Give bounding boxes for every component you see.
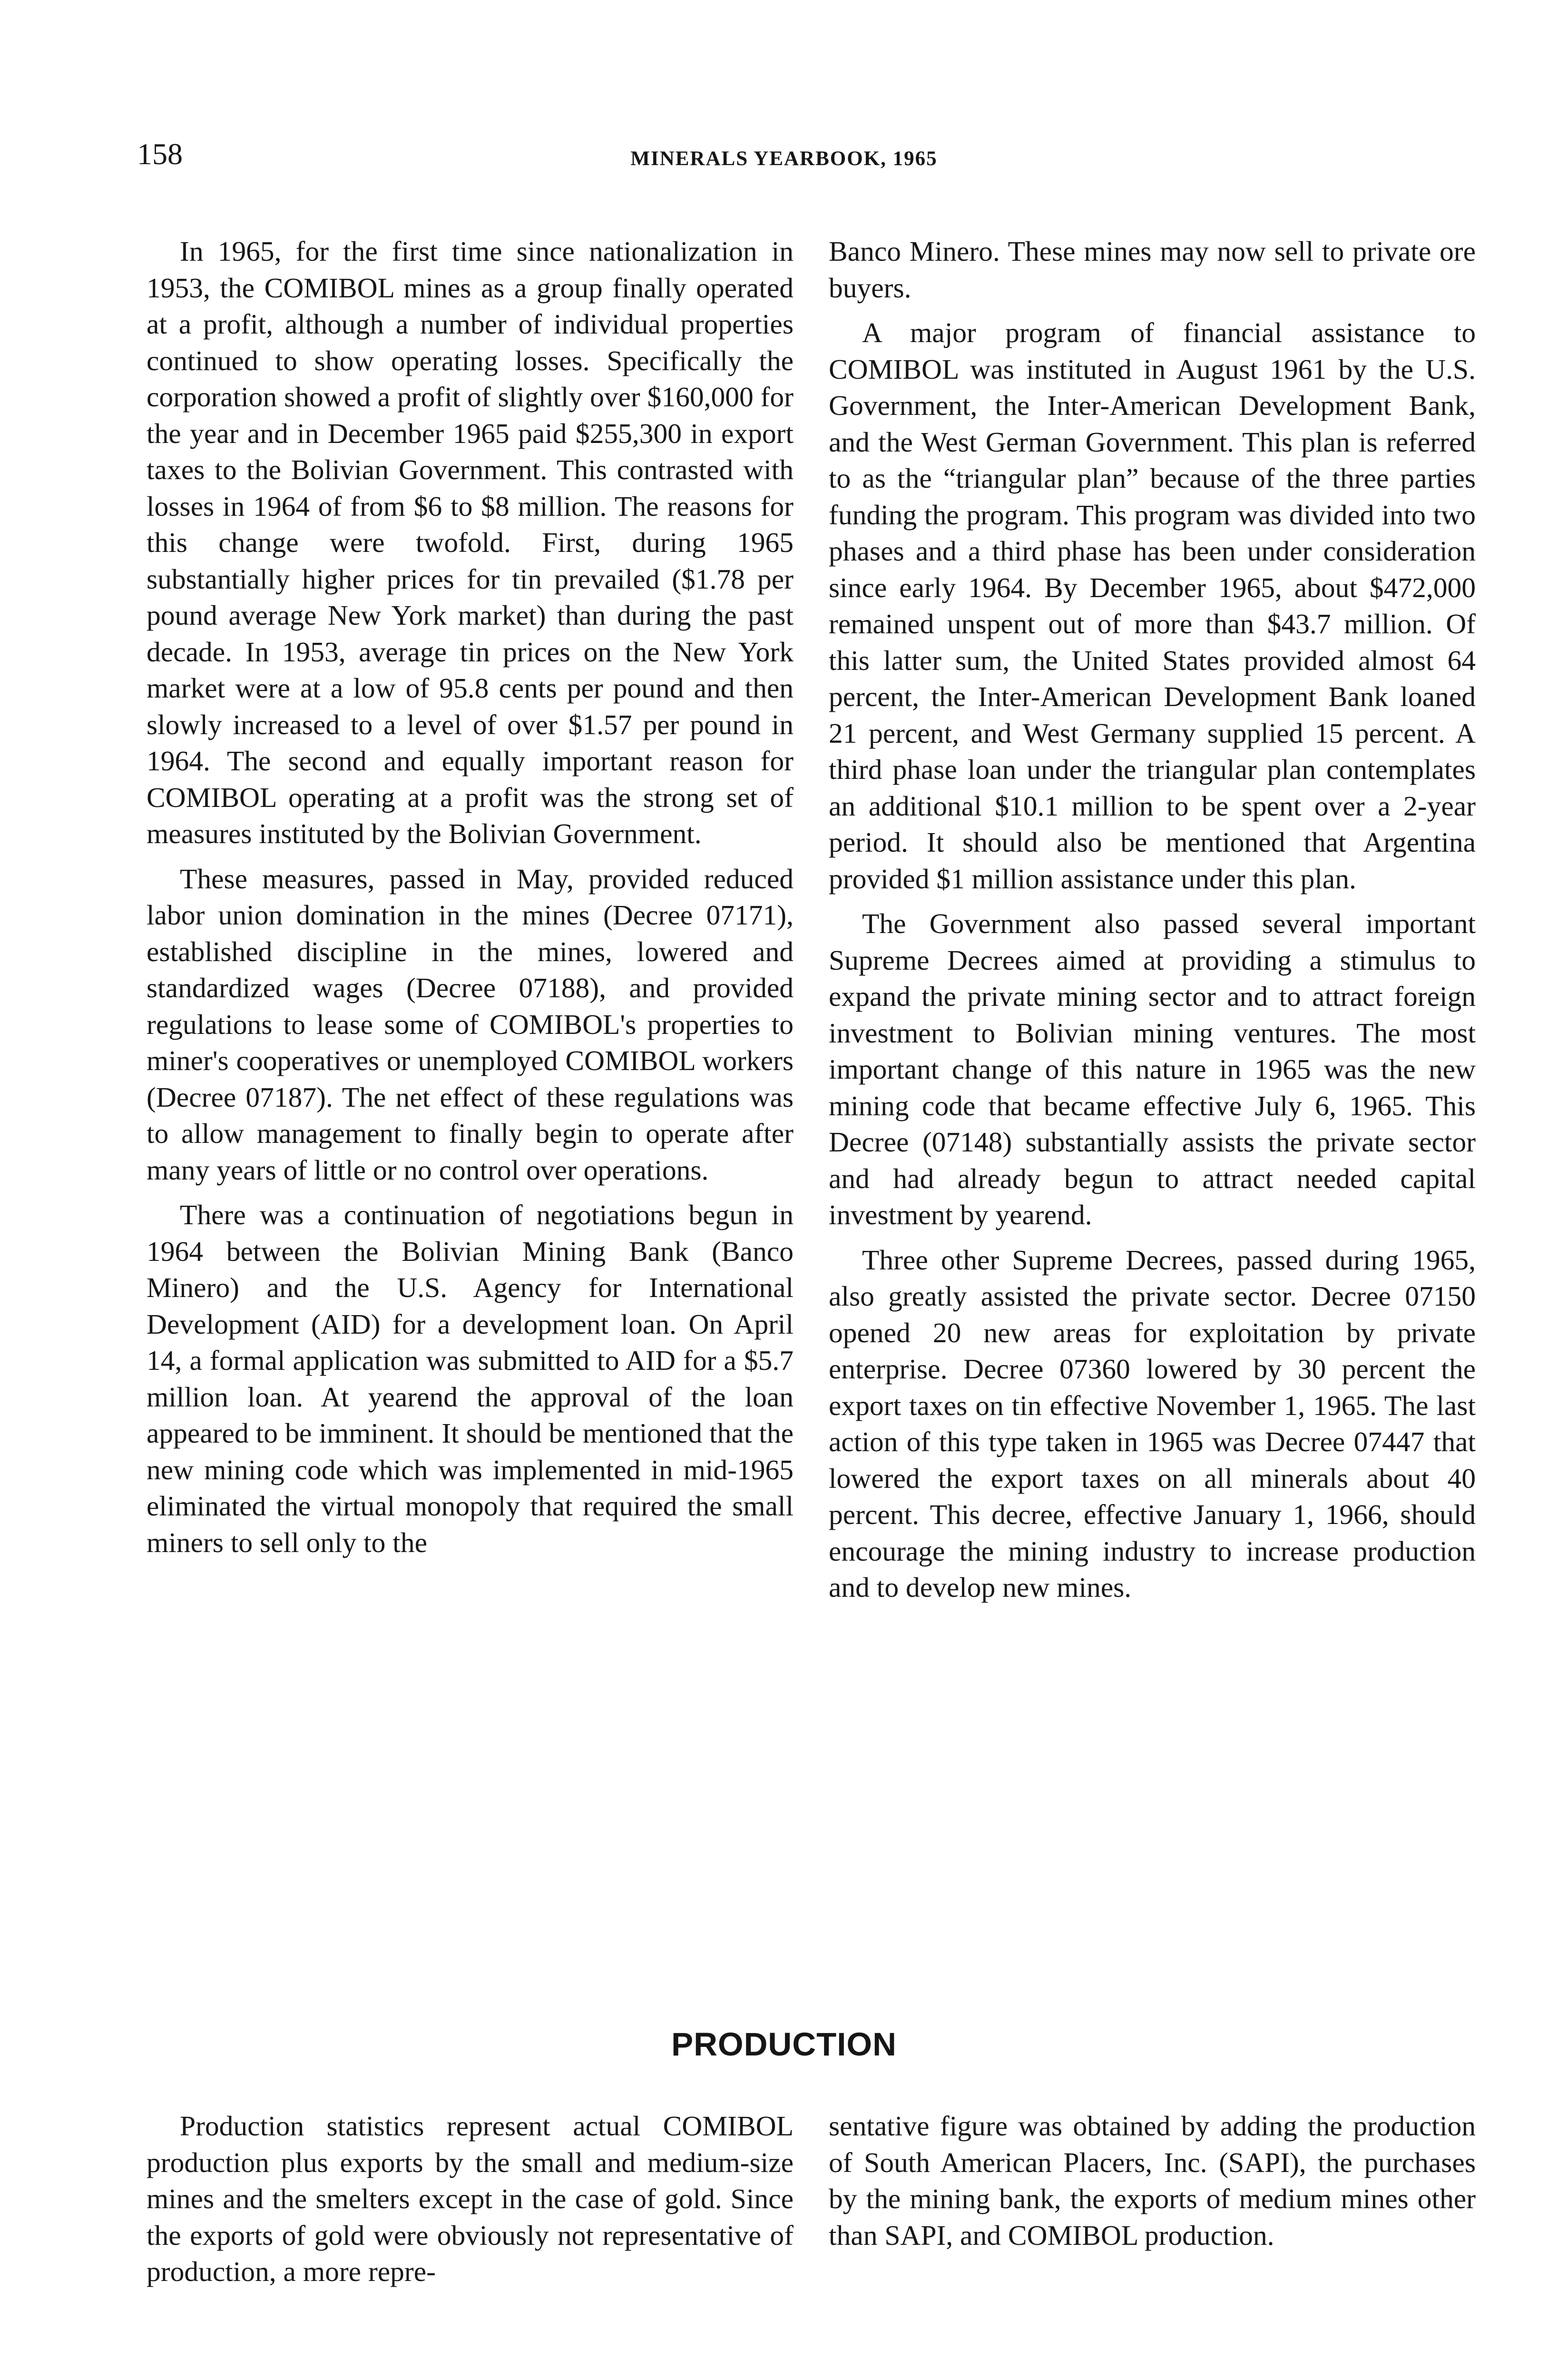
paragraph-comibol-profit: In 1965, for the first time since nationalization in 1953, the COMIBOL mines as a group finally operated at a profit, although a number of individual properties continued to show operating losses. Specifically the corporation showed a profit of slightly over $160,000 for the year and in December 1965 paid $255,300 in export taxes to the Bolivian Government. This contrasted with losses in 1964 of from $6 to $8 million. The reasons for this change were twofold. First, during 1965 substantially higher prices for tin prevailed ($1.78 per pound average New York market) than during the past decade. In 1953, average tin prices on the New York market were at a low of 95.8 cents per pound and then slowly increased to a level of over $1.57 per pound in 1964. The second and equally important reason for COMIBOL operating at a profit was the strong set of measures instituted by the Bolivian Government. bbox=[147, 236, 794, 849]
paragraph-production-continued: sentative figure was obtained by adding the production of South American Placers, Inc. (SAPI), the purchases by the mining bank, the exports of medium mines other than SAPI, and COMIBOL production. bbox=[829, 2110, 1476, 2251]
paragraph-triangular-plan: A major program of financial assistance to COMIBOL was instituted in August 1961 by the U.S. Government, the Inter-American Development Bank, and the West German Government. This plan is referred to as the “triangular plan” because of the three parties funding the program. This program was divided into two phases and a third phase has been under consideration since early 1964. By December 1965, about $472,000 remained unspent out of more than $43.7 million. Of this latter sum, the United States provided almost 64 percent, the Inter-American Development Bank loaned 21 percent, and West Germany supplied 15 percent. A third phase loan under the triangular plan contemplates an additional $10.1 million to be spent over a 2-year period. It should also be mentioned that Argentina provided $1 million assistance under this plan. bbox=[829, 317, 1476, 895]
running-title: MINERALS YEARBOOK, 1965 bbox=[630, 147, 938, 170]
paragraph-supreme-decrees: The Government also passed several important Supreme Decrees aimed at providing a stimulus to expand the private mining sector and to attract foreign investment to Bolivian mining ventures. The most important change of this nature in 1965 was the new mining code that became effective July 6, 1965. This Decree (07148) substantially assists the private sector and had already begun to attract needed capital investment by yearend. bbox=[829, 908, 1476, 1230]
paragraph-banco-minero-continued: Banco Minero. These mines may now sell to private ore buyers. bbox=[829, 236, 1476, 304]
section-heading-production: PRODUCTION bbox=[671, 2026, 897, 2063]
paragraph-other-decrees: Three other Supreme Decrees, passed during 1965, also greatly assisted the private sector. Decree 07150 opened 20 new areas for exploitation by private enterprise. Decree 07360 lowered by 30 percent the export taxes on tin effective November 1, 1965. The last action of this type taken in 1965 was Decree 07447 that lowered the export taxes on all minerals about 40 percent. This decree, effective January 1, 1966, should encourage the mining industry to increase production and to develop new mines. bbox=[829, 1244, 1476, 1603]
left-column bbox=[147, 233, 794, 1561]
production-left-column bbox=[147, 2108, 794, 2290]
right-column bbox=[829, 233, 1476, 1606]
production-right-column bbox=[829, 2108, 1476, 2253]
paragraph-government-measures: These measures, passed in May, provided reduced labor union domination in the mines (Decree 07171), established discipline in the mines, lowered and standardized wages (Decree 07188), and provided regulations to lease some of COMIBOL's properties to miner's cooperatives or unemployed COMIBOL workers (Decree 07187). The net effect of these regulations was to allow management to finally begin to operate after many years of little or no control over operations. bbox=[147, 863, 794, 1186]
paragraph-aid-loan-negotiations: There was a continuation of negotiations begun in 1964 between the Bolivian Mining Bank (Banco Minero) and the U.S. Agency for International Development (AID) for a development loan. On April 14, a formal application was submitted to AID for a $5.7 million loan. At yearend the approval of the loan appeared to be imminent. It should be mentioned that the new mining code which was implemented in mid-1965 eliminated the virtual monopoly that required the small miners to sell only to the bbox=[147, 1199, 794, 1558]
paragraph-production-statistics: Production statistics represent actual COMIBOL production plus exports by the small and medium-size mines and the smelters except in the case of gold. Since the exports of gold were obviously not representative of production, a more repre- bbox=[147, 2110, 794, 2287]
page-number: 158 bbox=[137, 137, 183, 171]
